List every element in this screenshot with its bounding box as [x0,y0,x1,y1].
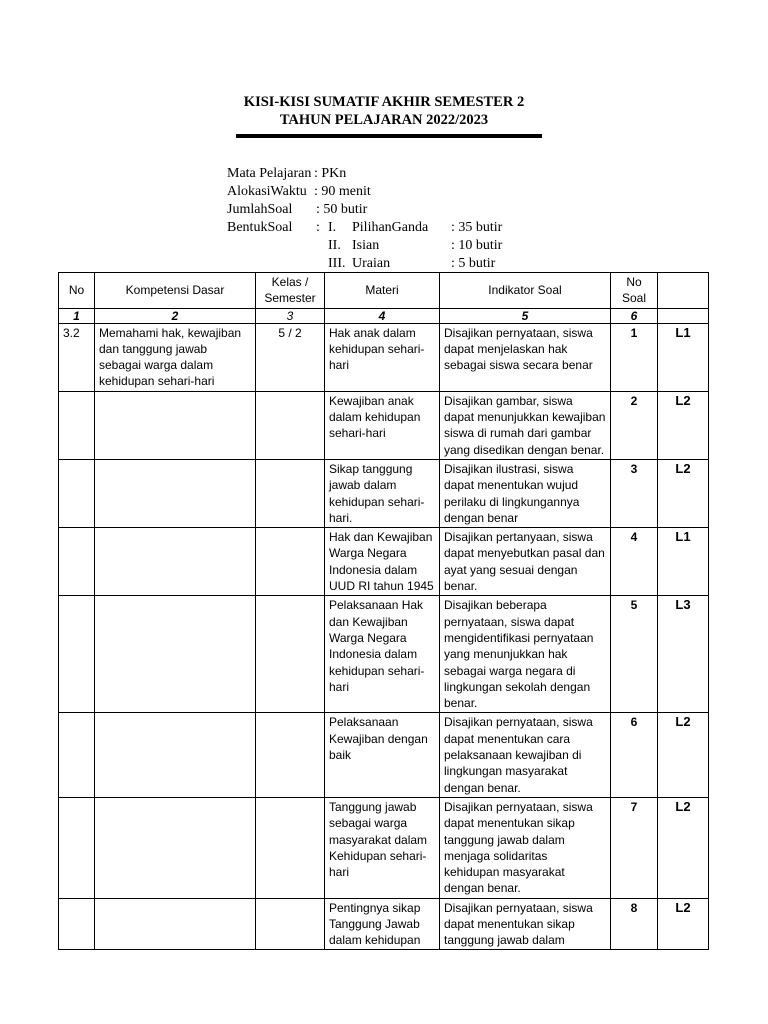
mapel-label: Mata Pelajaran [227,166,312,181]
cell-no [59,713,95,797]
cell-level: L2 [658,797,709,898]
cell-no: 3.2 [59,323,95,391]
bentuk-colon: : [316,220,320,235]
table-row [59,713,709,797]
bentuk-label: BentukSoal [227,220,293,235]
bentuk-num-2: II. [328,238,341,253]
cell-indikator: Disajikan beberapa pernyataan, siswa dapat mengidentifikasi pernyataan yang menunjukkan hak sebagai warga negara di lingkungan sekolah dengan benar. [440,596,611,713]
cell-materi: Hak dan Kewajiban Warga Negara Indonesia dalam UUD RI tahun 1945 [325,528,440,596]
colnum-4: 4 [325,308,440,323]
cell-no-soal: 2 [611,391,658,459]
cell-no [59,459,95,527]
bentuk-num-1: I. [328,220,337,235]
cell-kompetensi-dasar [95,459,256,527]
column-number-row [59,308,709,323]
cell-kelas [256,713,325,797]
jumlah-label: JumlahSoal [227,202,293,217]
cell-level: L2 [658,713,709,797]
header-no-soal: No Soal [611,273,658,309]
cell-kelas [256,797,325,898]
table-row [59,391,709,459]
cell-level: L1 [658,528,709,596]
header-row [59,273,709,309]
cell-no-soal: 1 [611,323,658,391]
cell-kelas [256,898,325,949]
header-kelas-semester: Kelas / Semester [256,273,325,309]
cell-level: L1 [658,323,709,391]
table-row [59,596,709,713]
cell-level: L2 [658,459,709,527]
cell-no-soal: 6 [611,713,658,797]
jumlah-value: : 50 butir [316,202,368,217]
cell-indikator: Disajikan ilustrasi, siswa dapat menentukan wujud perilaku di lingkungannya dengan benar [440,459,611,527]
table-row [59,898,709,949]
cell-level: L2 [658,391,709,459]
table-row [59,323,709,391]
cell-indikator: Disajikan pernyataan, siswa dapat menentukan cara pelaksanaan kewajiban di lingkungan masyarakat dengan benar. [440,713,611,797]
cell-kelas [256,528,325,596]
cell-kompetensi-dasar [95,898,256,949]
cell-no [59,528,95,596]
bentuk-value-3: : 5 butir [451,256,496,271]
colnum-2: 2 [95,308,256,323]
colnum-5: 5 [440,308,611,323]
cell-kompetensi-dasar [95,713,256,797]
cell-kompetensi-dasar: Memahami hak, kewajiban dan tanggung jawab sebagai warga dalam kehidupan sehari-hari [95,323,256,391]
title-underline [236,134,542,138]
cell-no [59,391,95,459]
cell-no [59,898,95,949]
header-kompetensi-dasar: Kompetensi Dasar [95,273,256,309]
header-no: No [59,273,95,309]
bentuk-value-2: : 10 butir [451,238,503,253]
bentuk-value-1: : 35 butir [451,220,503,235]
cell-kelas [256,391,325,459]
cell-no [59,797,95,898]
bentuk-name-3: Uraian [352,256,391,271]
cell-kompetensi-dasar [95,528,256,596]
cell-materi [325,898,440,949]
cell-no-soal: 8 [611,898,658,949]
cell-indikator: Disajikan gambar, siswa dapat menunjukkan kewajiban siswa di rumah dari gambar yang disedikan dengan benar. [440,391,611,459]
header-materi: Materi [325,273,440,309]
cell-indikator-text: Disajikan pernyataan, siswa dapat menentukan sikap tanggung jawab dalam [444,900,593,948]
cell-materi: Kewajiban anak dalam kehidupan sehari-hari [325,391,440,459]
document-title: KISI-KISI SUMATIF AKHIR SEMESTER 2 [243,94,525,110]
cell-kelas [256,596,325,713]
header-level [658,273,709,309]
cell-no-soal: 4 [611,528,658,596]
cell-level: L3 [658,596,709,713]
cell-materi: Tanggung jawab sebagai warga masyarakat dalam Kehidupan sehari-hari [325,797,440,898]
cell-indikator: Disajikan pernyataan, siswa dapat menjelaskan hak sebagai siswa secara benar [440,323,611,391]
alokasi-value: : 90 menit [314,184,371,199]
cell-kelas [256,459,325,527]
document-subtitle: TAHUN PELAJARAN 2022/2023 [279,112,489,128]
header-indikator-soal: Indikator Soal [440,273,611,309]
bentuk-num-3: III. [328,256,346,271]
table-row [59,797,709,898]
colnum-7 [658,308,709,323]
cell-kompetensi-dasar [95,797,256,898]
cell-indikator: Disajikan pertanyaan, siswa dapat menyebutkan pasal dan ayat yang sesuai dengan benar. [440,528,611,596]
cell-no-soal: 3 [611,459,658,527]
cell-materi: Sikap tanggung jawab dalam kehidupan sehari-hari. [325,459,440,527]
cell-no-soal: 5 [611,596,658,713]
cell-materi: Pelaksanaan Kewajiban dengan baik [325,713,440,797]
cell-materi-text: Pentingnya sikap Tanggung Jawab dalam kehidupan [329,900,421,948]
cell-materi: Hak anak dalam kehidupan sehari-hari [325,323,440,391]
alokasi-label: AlokasiWaktu [227,184,307,199]
table-row [59,459,709,527]
cell-indikator [440,898,611,949]
cell-materi: Pelaksanaan Hak dan Kewajiban Warga Negara Indonesia dalam kehidupan sehari-hari [325,596,440,713]
colnum-3: 3 [256,308,325,323]
cell-indikator: Disajikan pernyataan, siswa dapat menentukan sikap tanggung jawab dalam menjaga solidaritas kehidupan masyarakat dengan benar. [440,797,611,898]
cell-no-soal: 7 [611,797,658,898]
colnum-6: 6 [611,308,658,323]
kisi-kisi-table [58,272,709,950]
cell-kelas: 5 / 2 [256,323,325,391]
colnum-1: 1 [59,308,95,323]
cell-kompetensi-dasar [95,391,256,459]
bentuk-name-1: PilihanGanda [352,220,429,235]
cell-no [59,596,95,713]
mapel-value: : PKn [314,166,347,181]
table-row [59,528,709,596]
cell-level: L2 [658,898,709,949]
bentuk-name-2: Isian [352,238,380,253]
cell-kompetensi-dasar [95,596,256,713]
